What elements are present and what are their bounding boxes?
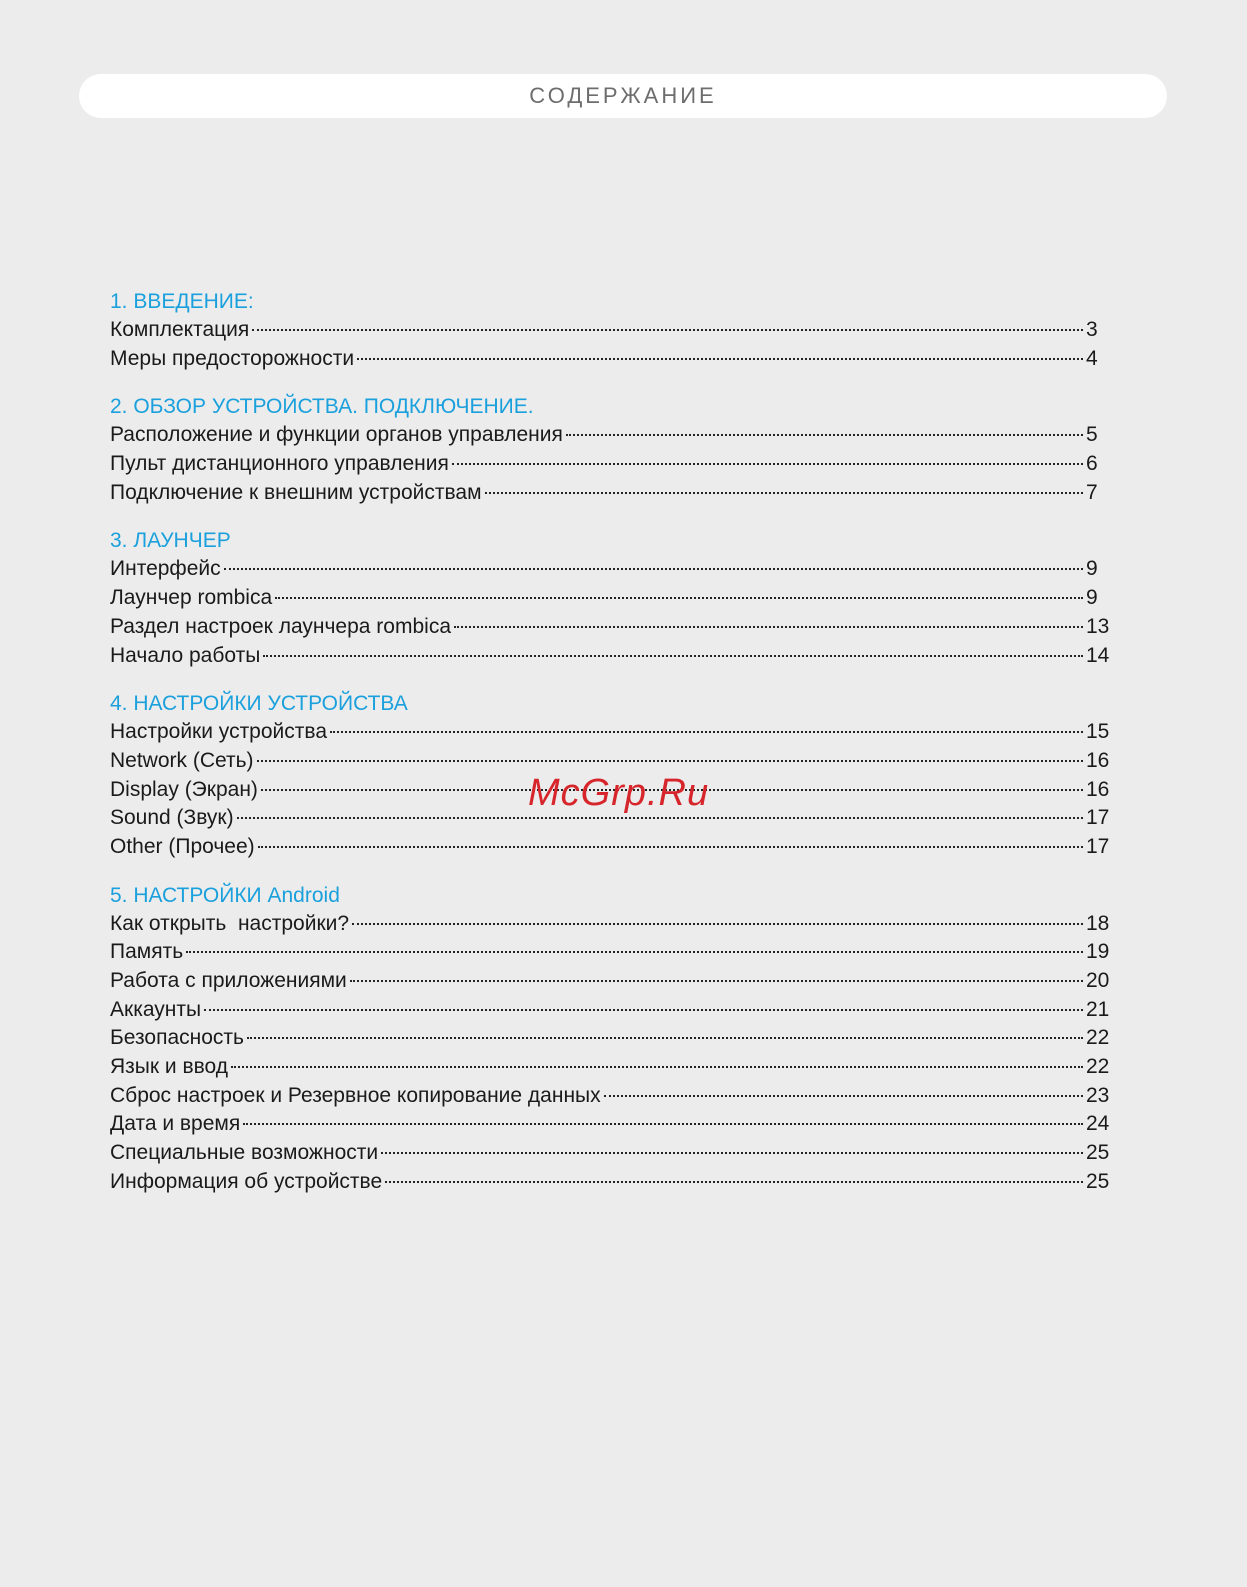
dot-leader xyxy=(566,434,1083,436)
dot-leader xyxy=(275,597,1083,599)
toc-entry[interactable] xyxy=(110,421,1120,450)
toc-entry[interactable] xyxy=(110,996,1120,1025)
toc-section xyxy=(110,287,1120,373)
toc-entry[interactable] xyxy=(110,1053,1120,1082)
toc-entry-page-number: 17 xyxy=(1086,806,1110,830)
toc-entry-label: Комплектация xyxy=(110,318,250,341)
toc-entry-page-number: 19 xyxy=(1086,940,1110,964)
toc-entry[interactable] xyxy=(110,804,1120,833)
toc-entry-page-number: 18 xyxy=(1086,911,1110,935)
toc-entry[interactable] xyxy=(110,555,1120,584)
toc-entry-page-number: 22 xyxy=(1086,1055,1110,1079)
toc-entry-label: Network (Сеть) xyxy=(110,748,254,772)
toc-entry-label: Аккаунты xyxy=(110,997,202,1021)
toc-entry[interactable] xyxy=(110,1024,1120,1053)
toc-entry-page-number: 16 xyxy=(1086,748,1110,772)
toc-entry-label: Начало работы xyxy=(110,643,261,667)
watermark: McGrp.Ru xyxy=(528,772,710,814)
toc-entry-page-number: 7 xyxy=(1086,480,1098,504)
dot-leader xyxy=(243,1123,1083,1125)
toc-entry[interactable] xyxy=(110,967,1120,996)
toc-entry[interactable] xyxy=(110,1110,1120,1139)
section-title[interactable]: 5. НАСТРОЙКИ Android xyxy=(110,883,340,907)
dot-leader xyxy=(263,655,1083,657)
dot-leader xyxy=(381,1152,1083,1154)
toc-entry[interactable] xyxy=(110,1168,1120,1197)
toc-entry-page-number: 5 xyxy=(1086,423,1098,447)
toc-entry[interactable] xyxy=(110,642,1120,671)
toc-entry-page-number: 9 xyxy=(1086,586,1098,610)
toc-entry[interactable] xyxy=(110,584,1120,613)
toc-entry-label: Безопасность xyxy=(110,1026,244,1050)
toc-entry-page-number: 25 xyxy=(1086,1141,1110,1165)
toc-entry-label: Память xyxy=(110,940,184,964)
toc-entry-page-number: 9 xyxy=(1086,557,1098,581)
toc-entry-page-number: 20 xyxy=(1086,969,1110,992)
page-header xyxy=(79,74,1167,118)
toc-entry-page-number: 6 xyxy=(1086,452,1098,476)
toc-entry[interactable] xyxy=(110,316,1120,345)
toc-entry-label: Лаунчер rombica xyxy=(110,586,273,610)
toc-section xyxy=(110,392,1120,507)
section-title[interactable]: 2. ОБЗОР УСТРОЙСТВА. ПОДКЛЮЧЕНИЕ. xyxy=(110,395,534,419)
section-title[interactable]: 3. ЛАУНЧЕР xyxy=(110,529,231,553)
dot-leader xyxy=(186,951,1083,953)
dot-leader xyxy=(385,1181,1083,1183)
toc-entry[interactable] xyxy=(110,776,1120,805)
toc-entry-label: Настройки устройства xyxy=(110,720,327,744)
dot-leader xyxy=(257,760,1083,762)
toc-entry-page-number: 16 xyxy=(1086,777,1110,801)
toc-entry[interactable] xyxy=(110,1139,1120,1168)
dot-leader xyxy=(454,626,1083,628)
table-of-contents xyxy=(110,287,1120,1216)
toc-entry[interactable] xyxy=(110,938,1120,967)
toc-entry-label: Работа с приложениями xyxy=(110,969,347,992)
toc-entry[interactable] xyxy=(110,833,1120,862)
dot-leader xyxy=(258,846,1083,848)
toc-entry-label: Дата и время xyxy=(110,1112,241,1136)
toc-entry-label: Sound (Звук) xyxy=(110,806,234,830)
toc-entry[interactable] xyxy=(110,718,1120,747)
toc-entry-page-number: 14 xyxy=(1086,643,1110,667)
toc-entry[interactable] xyxy=(110,1082,1120,1111)
toc-entry[interactable] xyxy=(110,910,1120,939)
toc-entry-page-number: 25 xyxy=(1086,1169,1110,1193)
toc-section xyxy=(110,881,1120,1197)
dot-leader xyxy=(204,1009,1083,1011)
toc-entry-label: Меры предосторожности xyxy=(110,346,355,370)
toc-entry[interactable] xyxy=(110,613,1120,642)
dot-leader xyxy=(261,789,1083,791)
dot-leader xyxy=(330,731,1083,733)
dot-leader xyxy=(357,358,1083,360)
dot-leader xyxy=(452,463,1083,465)
toc-entry-page-number: 13 xyxy=(1086,614,1110,638)
toc-entry[interactable] xyxy=(110,450,1120,479)
toc-entry[interactable] xyxy=(110,345,1120,374)
toc-entry-label: Информация об устройстве xyxy=(110,1169,383,1193)
dot-leader xyxy=(252,329,1083,331)
toc-section xyxy=(110,526,1120,670)
toc-entry-label: Пульт дистанционного управления xyxy=(110,452,449,476)
dot-leader xyxy=(352,923,1083,925)
toc-entry-page-number: 17 xyxy=(1086,834,1110,858)
dot-leader xyxy=(247,1037,1083,1039)
toc-entry-page-number: 22 xyxy=(1086,1026,1110,1050)
section-title[interactable]: 4. НАСТРОЙКИ УСТРОЙСТВА xyxy=(110,692,408,716)
toc-entry-page-number: 23 xyxy=(1086,1083,1110,1107)
toc-entry-label: Other (Прочее) xyxy=(110,834,255,858)
dot-leader xyxy=(350,980,1083,982)
dot-leader xyxy=(224,568,1083,570)
toc-entry-label: Специальные возможности xyxy=(110,1141,379,1165)
toc-entry-label: Как открыть настройки? xyxy=(110,911,350,935)
toc-entry[interactable] xyxy=(110,479,1120,508)
toc-entry-page-number: 24 xyxy=(1086,1112,1110,1136)
toc-entry-label: Display (Экран) xyxy=(110,777,258,801)
dot-leader xyxy=(231,1066,1083,1068)
toc-entry-label: Язык и ввод xyxy=(110,1055,229,1079)
dot-leader xyxy=(485,492,1083,494)
page-title: СОДЕРЖАНИЕ xyxy=(529,83,717,108)
toc-entry-label: Сброс настроек и Резервное копирование данных xyxy=(110,1083,601,1107)
toc-entry-label: Раздел настроек лаунчера rombica xyxy=(110,614,451,638)
toc-section xyxy=(110,689,1120,861)
toc-entry-label: Подключение к внешним устройствам xyxy=(110,480,482,504)
dot-leader xyxy=(604,1095,1083,1097)
toc-entry-page-number: 15 xyxy=(1086,720,1110,744)
toc-entry-page-number: 3 xyxy=(1086,318,1098,341)
toc-entry-page-number: 4 xyxy=(1086,346,1098,370)
toc-entry-label: Расположение и функции органов управления xyxy=(110,423,563,447)
section-title[interactable]: 1. ВВЕДЕНИЕ: xyxy=(110,290,254,313)
toc-entry-page-number: 21 xyxy=(1086,997,1110,1021)
toc-entry-label: Интерфейс xyxy=(110,557,221,581)
dot-leader xyxy=(237,817,1083,819)
toc-entry[interactable] xyxy=(110,747,1120,776)
